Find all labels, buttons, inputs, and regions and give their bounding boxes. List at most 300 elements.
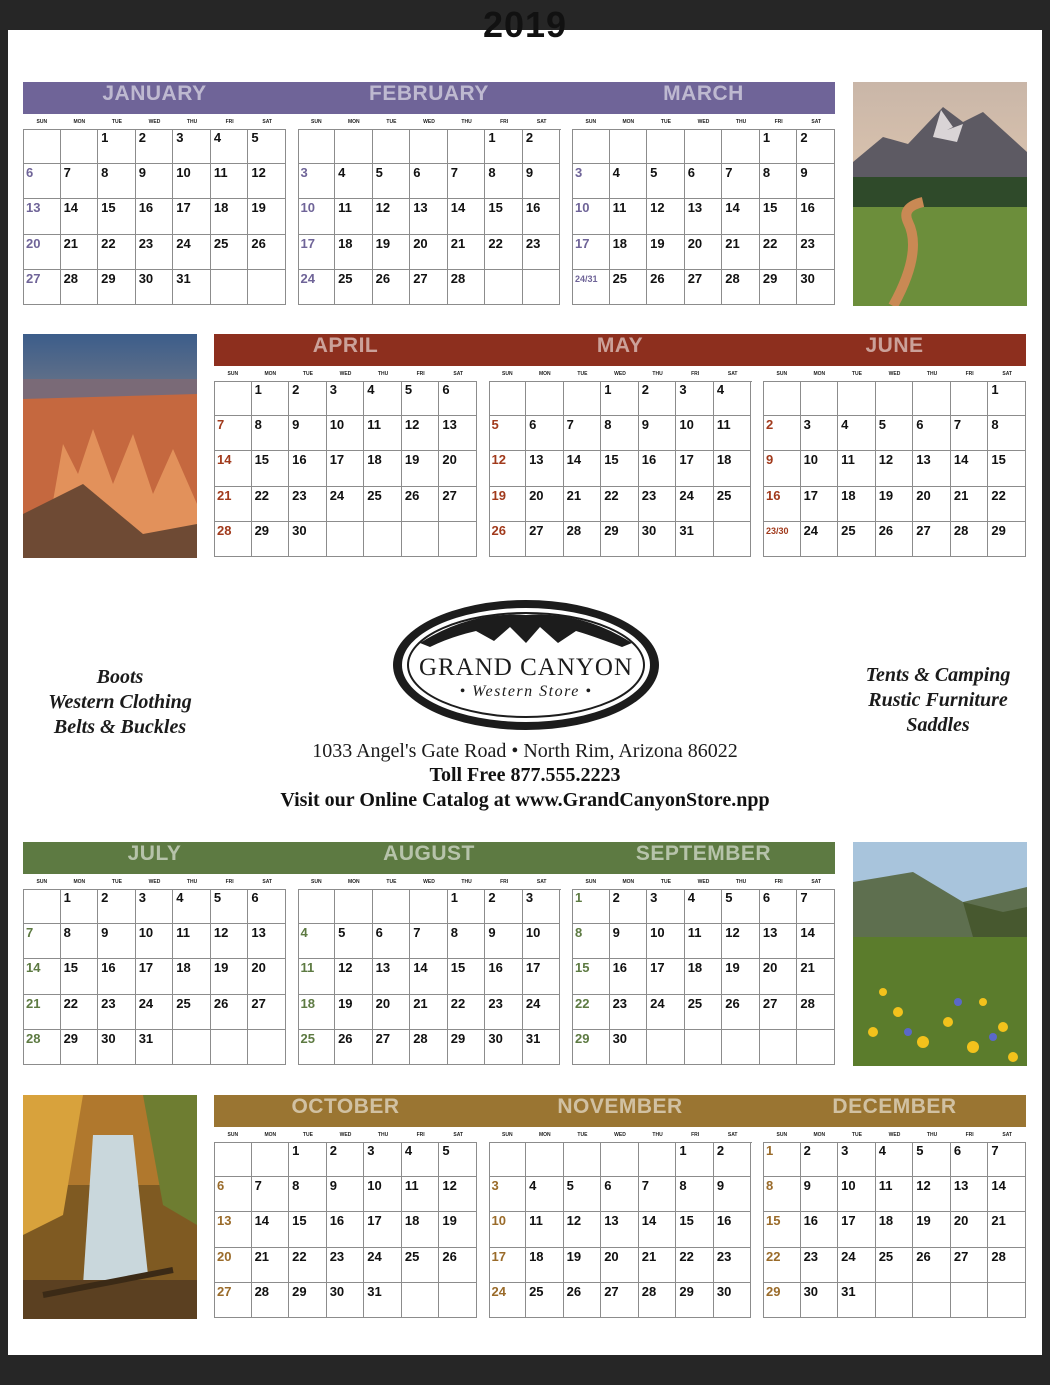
day-number: 28 — [450, 270, 466, 286]
weekday-label: WED — [888, 371, 901, 377]
day-cell — [564, 1248, 602, 1283]
day-cell — [489, 1212, 527, 1247]
day-number: 31 — [138, 1030, 154, 1046]
slogans-left — [30, 665, 210, 740]
day-number: 10 — [803, 452, 819, 468]
day-number: 17 — [300, 235, 315, 251]
day-cell — [485, 164, 523, 199]
day-cell — [402, 487, 440, 522]
day-cell — [564, 1177, 602, 1212]
weekday-label: THU — [377, 371, 389, 377]
day-cell — [252, 1283, 290, 1318]
day-number: 9 — [488, 925, 496, 941]
day-number: 12 — [442, 1178, 457, 1194]
day-number: 29 — [575, 1030, 590, 1046]
day-number: 30 — [101, 1030, 116, 1046]
day-number: 9 — [800, 165, 808, 181]
day-cell — [402, 416, 440, 451]
day-number: 17 — [367, 1213, 382, 1229]
day-number: 27 — [375, 1030, 391, 1046]
day-cell — [211, 1030, 249, 1065]
day-number: 13 — [375, 960, 391, 976]
day-cell — [601, 1142, 639, 1177]
day-cell — [722, 995, 760, 1030]
day-number: 30 — [800, 270, 815, 286]
day-number: 10 — [329, 417, 345, 433]
day-number: 9 — [716, 1178, 725, 1194]
weekday-label: SUN — [502, 371, 513, 377]
day-cell — [173, 164, 211, 199]
day-cell — [61, 235, 99, 270]
day-cell — [410, 129, 448, 164]
month-december — [763, 1132, 1026, 1318]
day-number: 19 — [213, 960, 229, 976]
day-cell — [610, 889, 648, 924]
day-cell — [676, 1212, 714, 1247]
day-number: 24 — [176, 235, 191, 251]
day-cell — [402, 522, 440, 557]
day-cell — [211, 889, 249, 924]
day-cell — [439, 1248, 477, 1283]
day-number: 12 — [878, 452, 894, 468]
day-cell — [98, 199, 136, 234]
day-number: 10 — [679, 417, 694, 433]
day-number: 19 — [725, 960, 740, 976]
day-cell — [763, 416, 801, 451]
month-title-october: OCTOBER — [291, 1095, 400, 1118]
day-cell — [601, 522, 639, 557]
day-cell — [763, 381, 801, 416]
day-cell — [801, 381, 839, 416]
day-number: 28 — [63, 270, 79, 286]
day-cell — [485, 995, 523, 1030]
day-cell — [988, 381, 1026, 416]
day-number: 1 — [679, 1143, 687, 1158]
day-number: 11 — [612, 200, 627, 216]
weekday-label: SAT — [1002, 371, 1012, 377]
day-cell — [676, 416, 714, 451]
weekday-header — [572, 879, 835, 889]
day-cell — [298, 924, 336, 959]
day-number: 25 — [878, 1248, 894, 1264]
day-cell — [876, 1283, 914, 1318]
day-cell — [951, 1212, 989, 1247]
day-cell — [61, 129, 99, 164]
month-grid — [572, 889, 835, 1065]
weekday-label: SUN — [776, 371, 788, 377]
day-cell — [252, 1248, 290, 1283]
weekday-label: SUN — [776, 1132, 788, 1138]
day-number: 9 — [101, 925, 109, 941]
day-cell — [676, 381, 714, 416]
weekday-header — [23, 879, 286, 889]
day-cell — [289, 522, 327, 557]
day-number: 21 — [26, 995, 41, 1011]
day-cell — [647, 199, 685, 234]
weekday-label: SUN — [502, 1132, 513, 1138]
day-number: 26 — [566, 1283, 582, 1299]
day-number: 3 — [841, 1143, 849, 1158]
day-cell — [760, 924, 798, 959]
day-number: 26 — [650, 270, 665, 286]
day-cell — [98, 235, 136, 270]
day-cell — [335, 199, 373, 234]
day-cell — [410, 164, 448, 199]
day-cell — [760, 129, 798, 164]
day-cell — [639, 1142, 677, 1177]
day-cell — [988, 1283, 1026, 1318]
day-cell — [327, 416, 365, 451]
day-cell — [173, 924, 211, 959]
day-number: 13 — [762, 925, 778, 941]
day-number: 23 — [292, 487, 307, 503]
weekday-label: SUN — [227, 371, 239, 377]
day-number: 23 — [138, 235, 154, 251]
day-number: 16 — [716, 1213, 732, 1229]
day-cell — [136, 924, 174, 959]
day-number: 5 — [566, 1178, 574, 1194]
day-number: 29 — [991, 522, 1006, 538]
day-cell — [601, 381, 639, 416]
day-cell — [98, 889, 136, 924]
day-number: 8 — [488, 165, 496, 181]
day-cell — [722, 889, 760, 924]
day-cell — [714, 487, 752, 522]
weekday-label: SUN — [36, 879, 48, 885]
day-cell — [214, 381, 252, 416]
day-number: 21 — [450, 235, 466, 251]
slogan-western-clothing: Western Clothing — [48, 691, 192, 713]
day-number: 28 — [641, 1283, 657, 1299]
day-number: 22 — [604, 487, 619, 503]
month-grid — [23, 889, 286, 1065]
day-number: 1 — [292, 1143, 300, 1158]
day-cell — [523, 270, 561, 305]
day-cell — [714, 381, 752, 416]
day-cell — [448, 924, 486, 959]
day-number: 9 — [292, 417, 300, 433]
day-cell — [601, 1248, 639, 1283]
day-cell — [523, 164, 561, 199]
day-number: 26 — [878, 522, 894, 538]
day-cell — [722, 1030, 760, 1065]
day-number: 12 — [491, 452, 506, 468]
day-number: 9 — [138, 165, 146, 181]
day-number: 20 — [762, 960, 778, 976]
day-cell — [526, 522, 564, 557]
day-number: 23 — [525, 235, 541, 251]
day-cell — [610, 1030, 648, 1065]
day-cell — [364, 487, 402, 522]
day-number: 2 — [716, 1143, 725, 1158]
day-cell — [98, 270, 136, 305]
day-number: 27 — [687, 270, 703, 286]
day-number: 12 — [566, 1213, 582, 1229]
weekday-label: SUN — [585, 879, 597, 885]
day-cell — [289, 1177, 327, 1212]
day-number: 8 — [762, 165, 771, 181]
day-cell — [988, 487, 1026, 522]
day-cell — [760, 164, 798, 199]
day-cell — [951, 381, 989, 416]
day-cell — [760, 270, 798, 305]
day-number: 20 — [604, 1248, 619, 1264]
day-number: 27 — [953, 1248, 969, 1264]
day-number: 25 — [841, 522, 856, 538]
weekday-label: FRI — [225, 119, 234, 125]
day-number: 12 — [404, 417, 420, 433]
day-number: 3 — [803, 417, 811, 433]
day-number: 4 — [367, 382, 375, 397]
day-number: 20 — [442, 452, 457, 468]
day-cell — [252, 381, 290, 416]
day-cell — [838, 381, 876, 416]
day-cell — [402, 1177, 440, 1212]
day-number: 7 — [413, 925, 421, 941]
day-cell — [838, 1283, 876, 1318]
day-cell — [211, 270, 249, 305]
day-number: 16 — [800, 200, 815, 216]
day-cell — [876, 522, 914, 557]
day-number: 17 — [803, 487, 819, 503]
day-number: 21 — [641, 1248, 657, 1264]
day-cell — [136, 270, 174, 305]
weekday-header — [572, 119, 835, 129]
day-cell — [364, 1177, 402, 1212]
day-cell — [639, 522, 677, 557]
day-number: 10 — [300, 200, 315, 216]
month-grid — [214, 381, 477, 557]
day-number: 7 — [217, 417, 225, 433]
day-cell — [136, 1030, 174, 1065]
weekday-label: WED — [614, 1132, 626, 1138]
day-number: 26 — [375, 270, 391, 286]
slogans-right — [840, 663, 1036, 738]
day-cell — [523, 924, 561, 959]
day-cell — [335, 270, 373, 305]
day-cell — [601, 1283, 639, 1318]
day-cell — [248, 1030, 286, 1065]
day-cell — [335, 889, 373, 924]
day-cell — [526, 381, 564, 416]
month-title-july: JULY — [127, 842, 182, 865]
day-cell — [448, 1030, 486, 1065]
weekday-header — [763, 371, 1026, 381]
day-cell — [639, 381, 677, 416]
day-cell — [335, 995, 373, 1030]
day-cell — [373, 164, 411, 199]
weekday-label: SUN — [585, 119, 597, 125]
day-number: 21 — [800, 960, 815, 976]
weekday-label: FRI — [691, 1132, 700, 1138]
weekday-label: TUE — [577, 371, 588, 377]
day-number: 7 — [26, 925, 34, 941]
day-cell — [714, 451, 752, 486]
day-cell — [173, 235, 211, 270]
wildflower-valley-photo — [853, 842, 1027, 1066]
day-cell — [211, 129, 249, 164]
day-number: 1 — [766, 1143, 774, 1158]
day-number: 21 — [63, 235, 79, 251]
day-number: 11 — [213, 165, 228, 181]
day-cell — [23, 235, 61, 270]
day-cell — [439, 451, 477, 486]
day-number: 22 — [450, 995, 466, 1011]
day-cell — [601, 1177, 639, 1212]
day-cell — [610, 235, 648, 270]
day-number: 4 — [612, 165, 620, 181]
month-title-june: JUNE — [865, 334, 924, 357]
day-cell — [564, 522, 602, 557]
day-number: 13 — [251, 925, 266, 941]
day-number: 24 — [650, 995, 665, 1011]
weekday-header — [298, 879, 561, 889]
day-number: 3 — [491, 1178, 499, 1194]
day-number: 16 — [803, 1213, 819, 1229]
day-number: 8 — [766, 1178, 774, 1194]
day-number: 30 — [329, 1283, 345, 1299]
day-number: 7 — [254, 1178, 262, 1194]
day-number: 1 — [450, 890, 458, 905]
day-cell — [526, 487, 564, 522]
day-number: 22 — [679, 1248, 694, 1264]
day-number: 1 — [488, 130, 496, 145]
day-number: 8 — [292, 1178, 300, 1194]
day-cell — [327, 487, 365, 522]
day-number: 4 — [716, 382, 725, 397]
day-number: 26 — [251, 235, 266, 251]
day-cell — [838, 451, 876, 486]
weekday-label: TUE — [386, 119, 397, 125]
day-number: 18 — [612, 235, 628, 251]
day-number: 23 — [803, 1248, 819, 1264]
mountain-meadow-photo — [853, 82, 1027, 306]
day-cell — [214, 522, 252, 557]
day-number: 14 — [641, 1213, 657, 1229]
day-cell — [364, 451, 402, 486]
day-number: 26 — [404, 487, 420, 503]
day-cell — [364, 1212, 402, 1247]
day-number: 13 — [604, 1213, 619, 1229]
day-number: 25 — [338, 270, 353, 286]
day-cell — [526, 1212, 564, 1247]
month-grid — [763, 1142, 1026, 1318]
day-number: 24 — [803, 522, 819, 538]
online-catalog-link[interactable]: Visit our Online Catalog at www.GrandCanyonStore.npp — [280, 789, 770, 811]
day-cell — [685, 889, 723, 924]
day-cell — [248, 129, 286, 164]
day-cell — [248, 235, 286, 270]
day-number: 18 — [716, 452, 732, 468]
day-number: 15 — [488, 200, 503, 216]
day-cell — [951, 522, 989, 557]
day-cell — [485, 270, 523, 305]
day-cell — [722, 129, 760, 164]
day-number: 20 — [953, 1213, 969, 1229]
weekday-label: SAT — [262, 879, 272, 885]
day-number: 6 — [217, 1178, 225, 1194]
day-cell — [763, 487, 801, 522]
weekday-label: SAT — [453, 371, 463, 377]
month-june — [763, 371, 1026, 557]
day-number: 27 — [217, 1283, 232, 1299]
day-cell — [913, 1177, 951, 1212]
day-cell — [289, 1283, 327, 1318]
weekday-label: FRI — [774, 879, 783, 885]
day-number: 16 — [329, 1213, 345, 1229]
day-number: 15 — [679, 1213, 694, 1229]
weekday-label: MON — [348, 119, 360, 125]
day-cell — [610, 199, 648, 234]
day-number: 13 — [413, 200, 428, 216]
weekday-label: TUE — [577, 1132, 588, 1138]
day-number: 6 — [604, 1178, 612, 1194]
day-number: 4 — [687, 890, 695, 905]
day-number: 22 — [292, 1248, 307, 1264]
day-cell — [248, 995, 286, 1030]
day-number: 9 — [766, 452, 774, 468]
weekday-label: WED — [697, 119, 710, 125]
day-number: 24 — [491, 1283, 506, 1299]
day-number: 11 — [338, 200, 352, 216]
day-cell — [876, 381, 914, 416]
day-number: 30 — [138, 270, 154, 286]
day-cell — [685, 270, 723, 305]
day-cell — [23, 270, 61, 305]
day-number: 18 — [841, 487, 856, 503]
day-cell — [136, 235, 174, 270]
day-cell — [797, 959, 835, 994]
day-number: 20 — [916, 487, 931, 503]
day-cell — [876, 1212, 914, 1247]
month-grid — [23, 129, 286, 305]
day-cell — [913, 1283, 951, 1318]
day-cell — [61, 889, 99, 924]
day-number: 9 — [612, 925, 620, 941]
weekday-label: FRI — [965, 1132, 974, 1138]
day-number: 25 — [367, 487, 382, 503]
day-number: 23 — [716, 1248, 732, 1264]
day-number: 27 — [26, 270, 41, 286]
day-cell — [676, 1248, 714, 1283]
day-number: 11 — [841, 452, 855, 468]
day-number: 15 — [292, 1213, 307, 1229]
day-number: 5 — [251, 130, 259, 145]
weekday-header — [214, 371, 477, 381]
weekday-label: TUE — [851, 371, 862, 377]
day-cell — [763, 1142, 801, 1177]
day-number: 8 — [679, 1178, 687, 1194]
day-cell — [23, 959, 61, 994]
day-number: 6 — [762, 890, 771, 905]
day-cell — [298, 235, 336, 270]
day-cell — [23, 889, 61, 924]
day-cell — [797, 889, 835, 924]
day-cell — [526, 1142, 564, 1177]
day-number: 28 — [26, 1030, 41, 1046]
month-title-august: AUGUST — [383, 842, 475, 865]
day-cell — [136, 959, 174, 994]
day-cell — [289, 1142, 327, 1177]
day-cell — [335, 924, 373, 959]
day-cell — [98, 995, 136, 1030]
day-number: 19 — [878, 487, 894, 503]
day-cell — [298, 199, 336, 234]
day-cell — [797, 1030, 835, 1065]
day-number: 4 — [213, 130, 222, 145]
day-number: 7 — [63, 165, 71, 181]
day-number: 13 — [442, 417, 457, 433]
